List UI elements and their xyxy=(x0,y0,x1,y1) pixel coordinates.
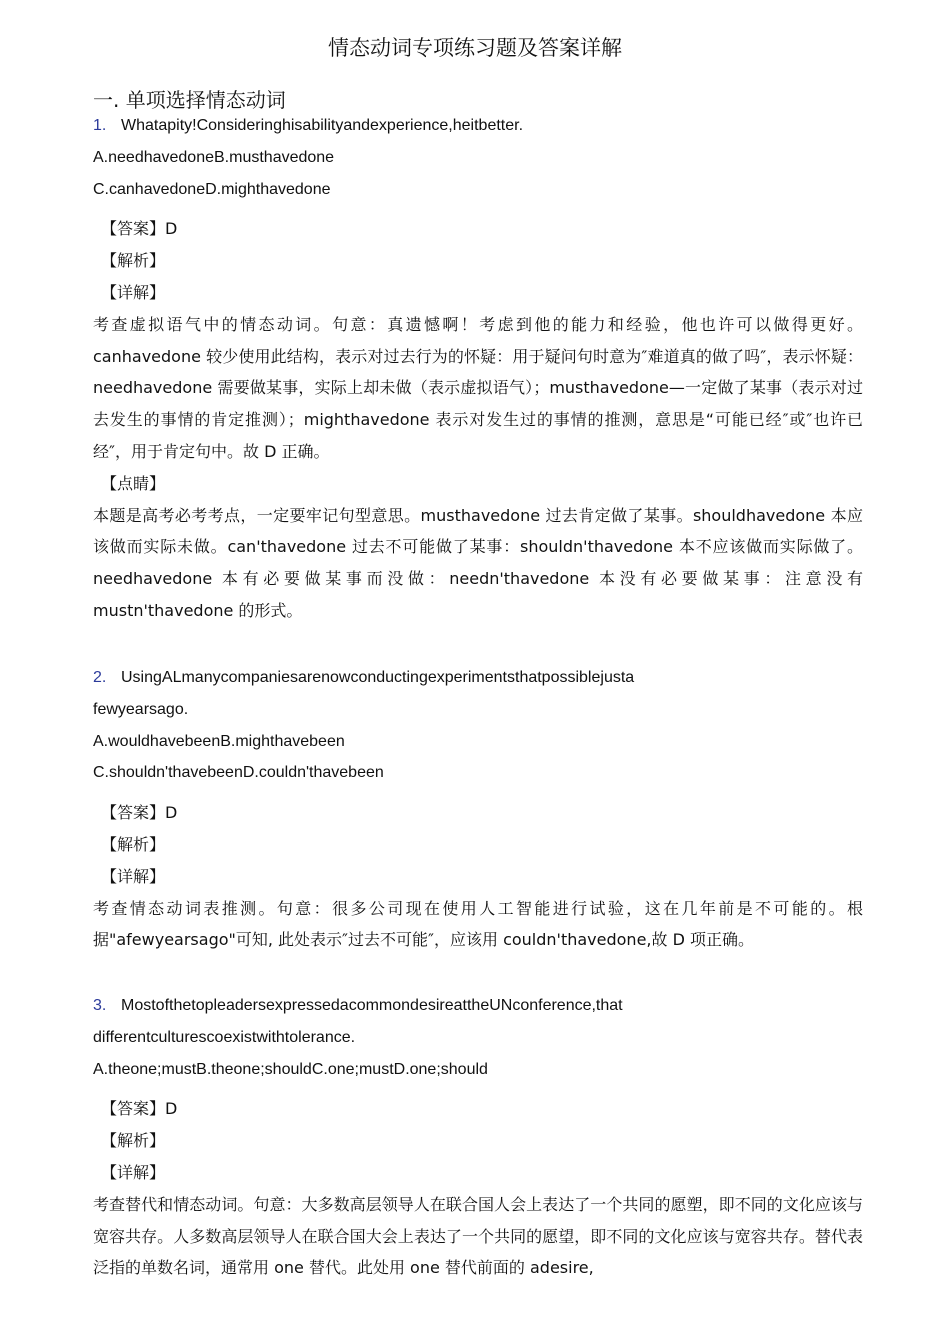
analysis-label: 【解析】 xyxy=(101,251,166,271)
question-2 xyxy=(93,662,863,956)
question-stem-continued: differentculturescoexistwithtolerance. xyxy=(93,1028,356,1046)
detail-label: 【详解】 xyxy=(101,866,166,886)
detail-label: 【详解】 xyxy=(101,282,166,302)
document-title: 情态动词专项练习题及答案详解 xyxy=(328,36,622,60)
detail-label: 【详解】 xyxy=(101,1162,166,1182)
question-stem: 1. Whatapity!Consideringhisabilityandexperience,heitbetter. xyxy=(93,110,863,142)
options-line: C.canhavedoneD.mighthavedone xyxy=(93,180,331,198)
section-heading: 一. 单项选择情态动词 xyxy=(93,88,286,112)
question-stem: 2. UsingALmanycompaniesarenowconductingexperimentsthatpossiblejusta xyxy=(93,662,863,694)
analysis-label: 【解析】 xyxy=(101,1131,166,1151)
options-line: A.needhavedoneB.musthavedone xyxy=(93,148,335,166)
question-number: 2. xyxy=(93,669,107,686)
question-stem: 3. MostofthetopleadersexpressedacommondesireattheUNconference,that xyxy=(93,990,863,1022)
question-number: 3. xyxy=(93,997,107,1014)
detail-paragraph: 考查情态动词表推测。句意：很多公司现在使用人工智能进行试验，这在几年前是不可能的。根据"afewyearsago"可知, 此处表示″过去不可能″，应该用 couldn'thavedone,故 D 项正确。 xyxy=(93,898,863,950)
detail-paragraph: 考查虚拟语气中的情态动词。句意：真遗憾啊！考虑到他的能力和经验，他也许可以做得更好。canhavedone 较少使用此结构，表示对过去行为的怀疑：用于疑问句时意为″难道真的做了吗″，表示怀疑：needhavedone 需要做某事，实际上却未做（表示虚拟语气）；musthavedone—一定做了某事（表示对过去发生的事情的肯定推测）；mighthavedone 表示对发生过的事情的推测，意思是“可能已经″或″也许已经″，用于肯定句中。故 D 正确。 xyxy=(93,314,863,461)
options-line: A.theone;mustB.theone;shouldC.one;mustD.one;should xyxy=(93,1060,488,1078)
analysis-label: 【解析】 xyxy=(101,834,166,854)
question-1 xyxy=(93,110,863,627)
answer-line: 【答案】D xyxy=(101,1099,178,1119)
answer-line: 【答案】D xyxy=(101,803,178,823)
highlight-paragraph: 本题是高考必考考点，一定要牢记句型意思。musthavedone 过去肯定做了某事。shouldhavedone 本应该做而实际未做。can'thavedone 过去不可能做了某事：shouldn'thavedone 本不应该做而实际做了。needhavedone 本有必要做某事而没做：needn'thavedone 本没有必要做某事：注意没有 mustn'thavedone 的形式。 xyxy=(93,505,863,620)
options-line: C.shouldn'thavebeenD.couldn'thavebeen xyxy=(93,764,384,782)
highlight-label: 【点睛】 xyxy=(101,473,166,493)
question-3 xyxy=(93,990,863,1284)
answer-line: 【答案】D xyxy=(101,219,178,239)
detail-paragraph: 考查替代和情态动词。句意：大多数高层领导人在联合国人会上表达了一个共同的愿塑，即不同的文化应该与宽容共存。人多数高层领导人在联合国大会上表达了一个共同的愿望，即不同的文化应该与宽容共存。替代表泛指的单数名词，通常用 one 替代。此处用 one 替代前面的 adesire, xyxy=(93,1194,863,1278)
question-stem-continued: fewyearsago. xyxy=(93,700,189,718)
question-number: 1. xyxy=(93,117,107,134)
options-line: A.wouldhavebeenB.mighthavebeen xyxy=(93,732,345,750)
